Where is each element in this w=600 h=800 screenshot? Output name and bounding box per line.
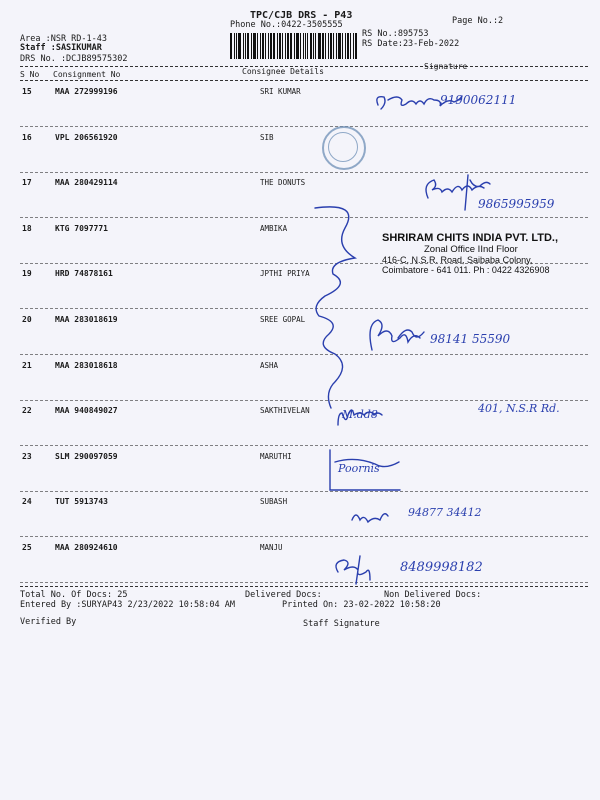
row-sno: 18 [22,224,32,233]
row-consignee: ASHA [260,361,279,370]
handwritten-row17: 9865995959 [478,197,555,211]
entered-by: Entered By :SURYAP43 2/23/2022 10:58:04 AM [20,600,235,610]
non-delivered-docs: Non Delivered Docs: [384,590,482,600]
row-consignee: SAKTHIVELAN [260,406,310,415]
row-sno: 19 [22,269,32,278]
handwritten-row22-address: 401, N.S.R Rd. [478,402,560,415]
row-consignment: MAA 940849027 [55,406,118,415]
document-title: TPC/CJB DRS - P43 [250,10,353,21]
row-consignment: MAA 272999196 [55,87,118,96]
handwritten-row22-name: M.dd8 [342,408,378,421]
row-consignment: KTG 7097771 [55,224,108,233]
row-consignee: MANJU [260,543,283,552]
phone-number: Phone No.:0422-3505555 [230,20,343,30]
row-consignment: SLM 290097059 [55,452,118,461]
handwritten-row23: Poornis [338,462,380,475]
row-consignee: JPTHI PRIYA [260,269,310,278]
signature-row25 [336,556,370,584]
row-consignee: MARUTHI [260,452,292,461]
column-header-consignee: Consignee Details [242,67,324,76]
verified-by: Verified By [20,617,77,627]
staff-signature: Staff Signature [303,619,380,629]
handwritten-row15: 9190062111 [440,93,517,107]
printed-on: Printed On: 23-02-2022 10:58:20 [282,600,441,610]
column-header-consignment: Consignment No [53,70,121,79]
row-consignment: MAA 280924610 [55,543,118,552]
column-header-sno: S No [20,70,40,79]
row-consignment: MAA 283018618 [55,361,118,370]
rs-date: RS Date:23-Feb-2022 [362,39,460,49]
row-sno: 21 [22,361,32,370]
row-sno: 23 [22,452,32,461]
row-consignee: SRI KUMAR [260,87,301,96]
company-office: Zonal Office IInd Floor [424,244,518,255]
total-docs: Total No. Of Docs: 25 [20,590,128,600]
row-consignee: SREE GOPAL [260,315,306,324]
row-consignee: AMBIKA [260,224,288,233]
row-consignment: HRD 74878161 [55,269,113,278]
row-consignment: MAA 280429114 [55,178,118,187]
company-name: SHRIRAM CHITS INDIA PVT. LTD., [382,232,558,244]
signature-row17 [426,180,490,198]
area: Area :NSR RD-1-43 [20,34,107,44]
row-consignment: TUT 5913743 [55,497,108,506]
row-consignee: SUBASH [260,497,288,506]
rs-number: RS No.:895753 [362,29,429,39]
row-sno: 16 [22,133,32,142]
handwritten-row25: 8489998182 [400,560,483,575]
row-consignee: THE DONUTS [260,178,306,187]
bracket-stroke [315,207,355,408]
row-sno: 22 [22,406,32,415]
column-header-signature: Signature [424,62,468,71]
signature-row20 [370,320,424,350]
company-address: 416-C, N.S.R. Road, Saibaba Colony, [382,255,533,265]
row-sno: 25 [22,543,32,552]
company-city-phone: Coimbatore - 641 011. Ph : 0422 4326908 [382,265,550,275]
handwritten-row20: 98141 55590 [430,332,511,346]
page-number: Page No.:2 [452,16,504,26]
drs-number: DRS No. :DCJB89575302 [20,54,128,64]
row-sno: 20 [22,315,32,324]
row-sno: 17 [22,178,32,187]
row-consignee: SIB [260,133,274,142]
staff-name: Staff :SASIKUMAR [20,43,102,53]
row-sno: 24 [22,497,32,506]
row-sno: 15 [22,87,32,96]
signature-row17-stroke [465,175,468,210]
row-consignment: VPL 206561920 [55,133,118,142]
delivered-docs: Delivered Docs: [245,590,322,600]
handwritten-row24: 94877 34412 [408,506,482,519]
footer-divider [20,586,588,587]
signature-row24 [352,514,388,522]
row-consignment: MAA 283018619 [55,315,118,324]
